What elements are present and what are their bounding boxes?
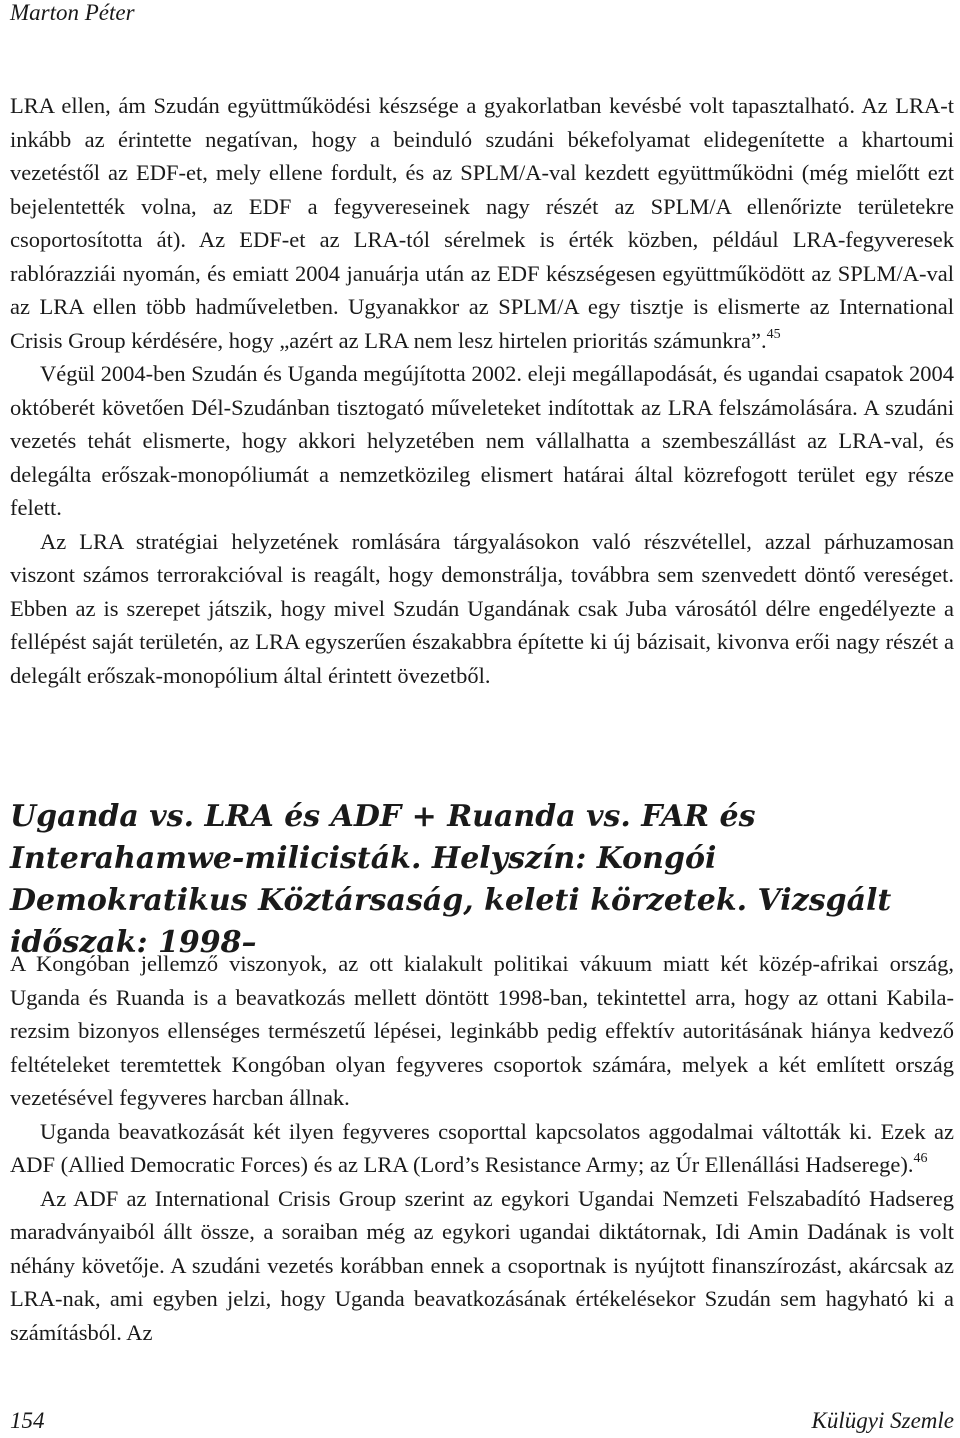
paragraph: Az ADF az International Crisis Group szerint az egykori Ugandai Nemzeti Felszabadító Hadsereg maradványaiból állt össze, a soraiban még az egykori ugandai diktátornak, Idi Amin Dadának is volt néhány követője. A szudáni vezetés korábban ennek a csoportnak is nyújtott finanszírozást, akárcsak az LRA-nak, ami egyben jelzi, hogy Uganda beavatkozásának értékelésekor Szudán sem hagyható ki a számításból. Az xyxy=(10,1185,954,1345)
journal-title: Külügyi Szemle xyxy=(811,1408,954,1433)
paragraph xyxy=(10,89,954,357)
running-header-author: Marton Péter xyxy=(10,0,135,25)
section-heading: Uganda vs. LRA és ADF + Ruanda vs. FAR és Interahamwe-milicisták. Helyszín: Kongói Demokratikus Köztársaság, keleti körzetek. Vizsgált időszak: 1998– xyxy=(10,799,892,960)
footnote-marker-45[interactable]: 45 xyxy=(766,326,781,342)
paragraph-text: LRA ellen, ám Szudán együttműködési készsége a gyakorlatban kevésbé volt tapasztalható. Az LRA-t inkább az érintette negatívan, hogy a beinduló szudáni békefolyamat elidegenítette a khartoumi vezetéstől az EDF-et, mely ellene fordult, és az SPLM/A-val kezdett együttműködni (még mielőtt ezt bejelentették volna, az EDF a fegyvereseinek nagy részét az SPLM/A ellenőrizte területekre csoportosította át). Az EDF-et az LRA-tól sérelmek is érték közben, például LRA-fegyveresek rablórazziái nyomán, és emiatt 2004 januárja után az EDF készségesen együttműködött az SPLM/A-val az LRA ellen több hadműveletben. Ugyanakkor az SPLM/A egy tisztje is elismerte az International Crisis Group kérdésére, hogy „azért az LRA nem lesz hirtelen prioritás számunkra”. xyxy=(10,93,954,353)
body-text-section-2 xyxy=(10,947,954,1349)
paragraph: Végül 2004-ben Szudán és Uganda megújította 2002. eleji megállapodását, és ugandai csapatok 2004 októberét követően Dél-Szudánban tisztogató műveleteket indítottak az LRA felszámolására. A szudáni vezetés tehát elismerte, hogy akkori helyzetében nem vállalhatta a szembeszállást az LRA-val, és delegálta erőszak-monopóliumát a nemzetközileg elismert határai által közrefogott terület egy része felett. xyxy=(10,361,954,520)
page-number: 154 xyxy=(10,1408,45,1433)
paragraph: A Kongóban jellemző viszonyok, az ott kialakult politikai vákuum miatt két közép-afrikai ország, Uganda és Ruanda is a beavatkozás mellett döntött 1998-ban, tekintettel arra, hogy az ottani Kabila-rezsim bizonyos ellenséges természetű lépései, leginkább pedig effektív autoritásának hiánya kedvező feltételeket teremtettek Kongóban olyan fegyveres csoportok számára, melyek a két említett ország vezetésével fegyveres harcban állnak. xyxy=(10,951,954,1110)
paragraph xyxy=(10,1115,954,1182)
paragraph: Az LRA stratégiai helyzetének romlására tárgyalásokon való részvétellel, azzal párhuzamosan viszont számos terrorakcióval is reagált, hogy demonstrálja, továbbra sem szenvedett döntő vereséget. Ebben az is szerepet játszik, hogy mivel Szudán Ugandának csak Juba városától délre engedélyezte a fellépést saját területén, az LRA egyszerűen északabbra építette ki új bázisait, kivonva erői nagy részét a delegált erőszak-monopólium által érintett övezetből. xyxy=(10,528,954,688)
footnote-marker-46[interactable]: 46 xyxy=(913,1151,928,1166)
paragraph-text: Uganda beavatkozását két ilyen fegyveres csoporttal kapcsolatos aggodalmai váltották ki. Ezek az ADF (Allied Democratic Forces) és az LRA (Lord’s Resistance Army; az Úr Ellenállási Hadserege). xyxy=(10,1118,954,1177)
body-text-section-1 xyxy=(10,89,954,692)
